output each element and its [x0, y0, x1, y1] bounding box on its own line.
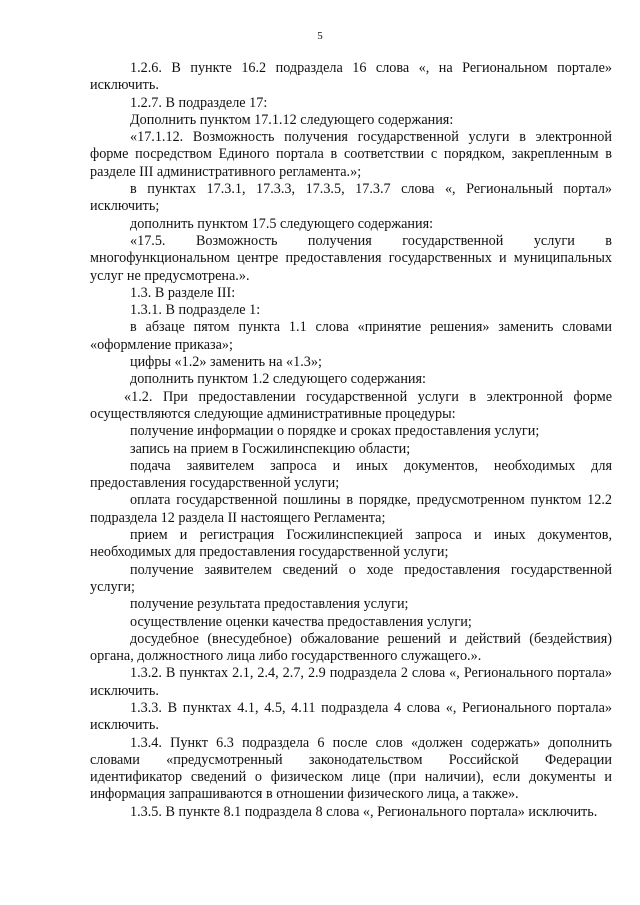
list-item: досудебное (внесудебное) обжалование решений и действий (бездействия) органа, должностного лица либо государственного служащего.».	[90, 630, 612, 665]
page-number: 5	[317, 30, 323, 42]
paragraph-1-3-1: 1.3.1. В подразделе 1:	[130, 302, 261, 319]
list-item: прием и регистрация Госжилинспекцией запроса и иных документов, необходимых для предоставления государственной услуги;	[90, 527, 612, 561]
list-item: оплата государственной пошлины в порядке, предусмотренном пунктом 12.2 подраздела 12 раздела II настоящего Регламента;	[90, 492, 612, 526]
paragraph-quote: «1.2. При предоставлении государственной услуги в электронной форме осуществляются следующие административные процедуры:	[90, 388, 612, 422]
paragraph: в абзаце пятом пункта 1.1 слова «принятие решения» заменить словами «оформление приказа»;	[90, 319, 612, 353]
list-item: осуществление оценки качества предоставления услуги;	[130, 613, 472, 630]
list-item: получение информации о порядке и сроках предоставления услуги;	[130, 423, 540, 440]
paragraph: в пунктах 17.3.1, 17.3.3, 17.3.5, 17.3.7 слова «, Региональный портал» исключить;	[90, 181, 612, 215]
paragraph-1-2-6: 1.2.6. В пункте 16.2 подраздела 16 слова «, на Региональном портале» исключить.	[90, 60, 612, 94]
paragraph-1-3-2: 1.3.2. В пунктах 2.1, 2.4, 2.7, 2.9 подраздела 2 слова «, Регионального портала» исключить.	[90, 665, 612, 699]
list-item: получение заявителем сведений о ходе предоставления государственной услуги;	[90, 561, 612, 595]
list-item: получение результата предоставления услуги;	[130, 596, 409, 613]
paragraph-1-3-4: 1.3.4. Пункт 6.3 подраздела 6 после слов «должен содержать» дополнить словами «предусмотренный законодательством Российской Федерации идентификатор сведений о физическом лице (при наличии), если документы и информация запрашиваются в отношении физического лица, а также».	[90, 734, 612, 803]
paragraph: дополнить пунктом 17.5 следующего содержания:	[130, 215, 434, 232]
paragraph: Дополнить пунктом 17.1.12 следующего содержания:	[130, 111, 454, 128]
paragraph-quote: «17.1.12. Возможность получения государственной услуги в электронной форме посредством Единого портала в соответствии с порядком, закрепленным в разделе III административного регламента.»;	[90, 129, 612, 180]
list-item: запись на прием в Госжилинспекцию области;	[130, 440, 411, 457]
list-item: подача заявителем запроса и иных документов, необходимых для предоставления государственной услуги;	[90, 457, 612, 492]
paragraph-1-3-3: 1.3.3. В пунктах 4.1, 4.5, 4.11 подраздела 4 слова «, Регионального портала» исключить.	[90, 699, 612, 734]
paragraph-1-2-7: 1.2.7. В подразделе 17:	[130, 94, 268, 111]
document-body	[90, 60, 612, 821]
paragraph-quote: «17.5. Возможность получения государственной услуги в многофункциональном центре предоставления государственных и муниципальных услуг не предусмотрена.».	[90, 232, 612, 284]
paragraph: дополнить пунктом 1.2 следующего содержания:	[130, 371, 426, 388]
paragraph: цифры «1.2» заменить на «1.3»;	[130, 354, 322, 371]
paragraph-1-3: 1.3. В разделе III:	[130, 284, 236, 301]
paragraph-1-3-5: 1.3.5. В пункте 8.1 подраздела 8 слова «, Регионального портала» исключить.	[130, 803, 598, 820]
